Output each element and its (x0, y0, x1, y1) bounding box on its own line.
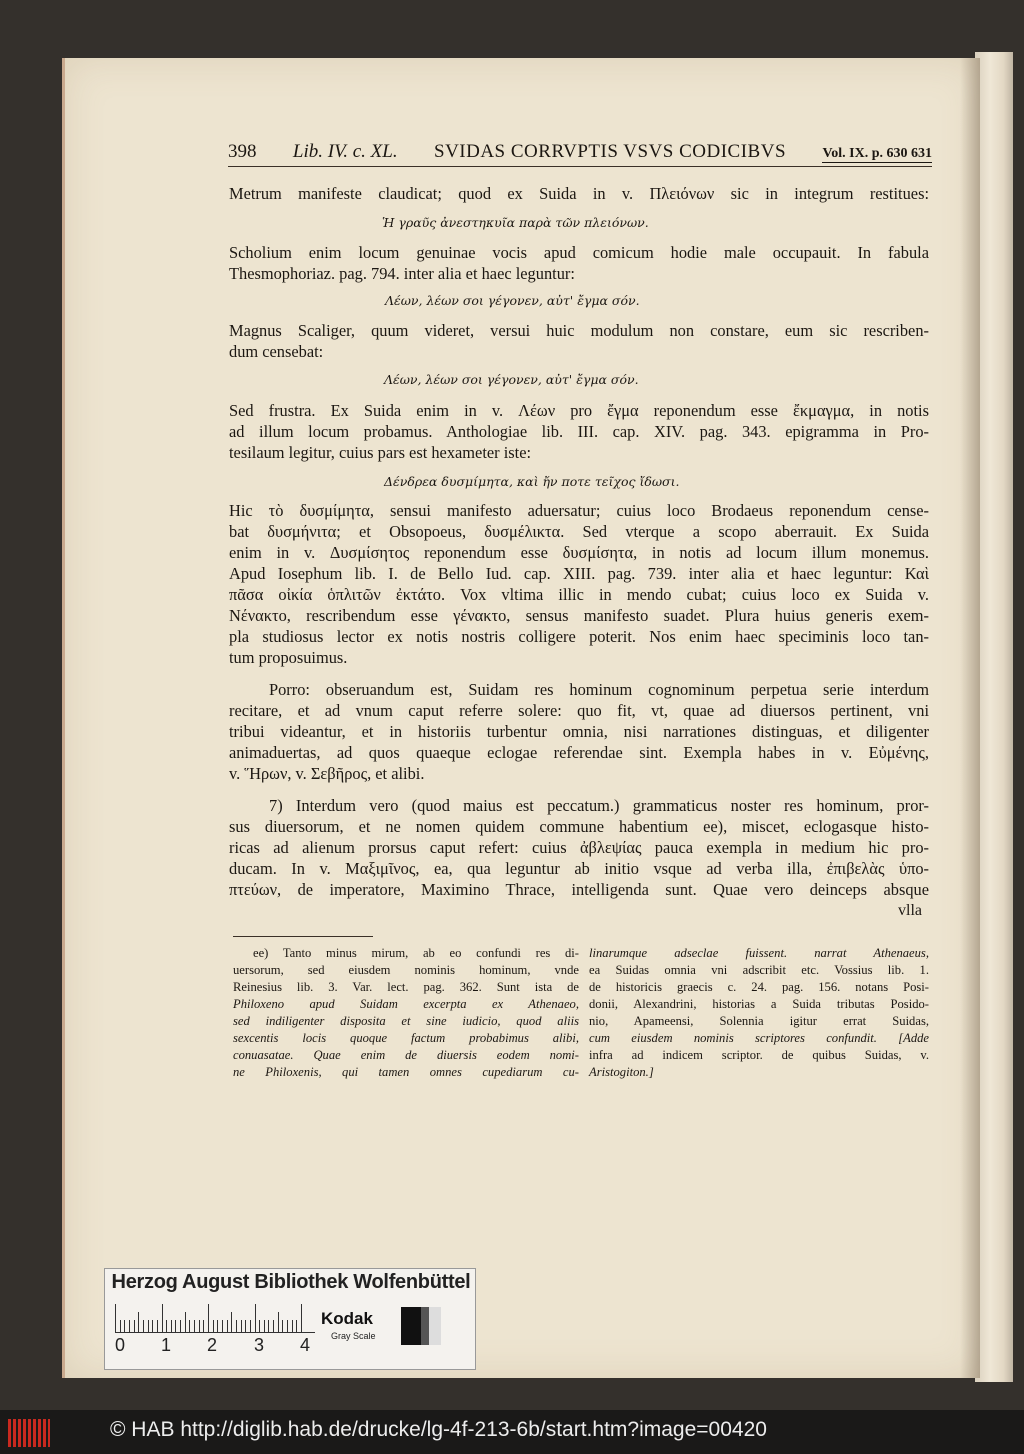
gray-scale-label: Gray Scale (331, 1331, 376, 1341)
ruler-tick (134, 1320, 135, 1332)
copyright-link[interactable]: © HAB http://diglib.hab.de/drucke/lg-4f-213-6b/start.htm?image=00420 (110, 1418, 767, 1441)
ruler-tick (180, 1320, 181, 1332)
body-line: Apud Iosephum lib. I. de Bello Iud. cap. XIII. pag. 739. inter alia et haec leguntur: Καὶ (229, 564, 929, 583)
ruler-tick (273, 1320, 274, 1332)
ruler-tick (282, 1320, 283, 1332)
body-line: ricas ad alienum prorsus caput refert: cuius ἀβλεψίας pauca exempla in medium hic pro- (229, 838, 929, 857)
body-line: dum censebat: (229, 342, 324, 361)
footnote-line: ea Suidas omnia vni adscribit etc. Vossius lib. 1. (589, 963, 929, 977)
footnote-line: linarumque adseclae fuissent. narrat Athenaeus, (589, 946, 929, 960)
scale-ruler (115, 1303, 315, 1333)
scale-number: 4 (300, 1335, 311, 1355)
body-line: πτεύων, de imperatore, Maximino Thrace, intelligenda sunt. Quae vero deinceps absque (229, 880, 929, 899)
ruler-tick (292, 1320, 293, 1332)
footnote-line: donii, Alexandrini, historias a Suida tributas Posido- (589, 997, 929, 1011)
ruler-tick (227, 1320, 228, 1332)
body-line: πᾶσα οἰκία ὁπλιτῶν ἐκτάτο. Vox vltima illic in mendo cubat; cuius loco ex Suida v. (229, 585, 929, 604)
footnote-line: sexcentis locis quoque factum probabimus alibi, (233, 1031, 579, 1045)
footnote-line: Reinesius lib. 3. Var. lect. pag. 362. Sunt ista de (233, 980, 579, 994)
body-line: v. Ἥρων, v. Σεβῆρος, et alibi. (229, 764, 425, 783)
body-line: pla studiosus lector ex notis nostris colligere poterit. Nos enim haec speciminis loco tan- (229, 627, 929, 646)
footnote-line: ne Philoxenis, qui tamen omnes cupediarum cu- (233, 1065, 579, 1079)
ruler-tick (231, 1312, 232, 1332)
ruler-tick (203, 1320, 204, 1332)
body-line: ducam. In v. Μαξιμῖνος, ea, qua leguntur ab initio vsque ad verba illa, ἐπιβελὰς ὑπο- (229, 859, 929, 878)
body-line: enim in v. Δυσμίσητος reponendum esse δυσμίσητα, in notis ad locum illum monemus. (229, 543, 929, 562)
ruler-tick (213, 1320, 214, 1332)
body-line: Sed frustra. Ex Suida enim in v. Λέων pro ἔγμα reponendum esse ἔκμαγμα, in notis (229, 401, 929, 420)
ruler-tick (157, 1320, 158, 1332)
ruler-tick (245, 1320, 246, 1332)
greek-verse: Ἡ γραῦς ἀνεστηκυῖα παρὰ τῶν πλειόνων. (382, 215, 649, 230)
running-header (228, 141, 932, 165)
footnote-line: cum eiusdem nominis scriptores confundit. [Adde (589, 1031, 929, 1045)
ruler-tick (250, 1320, 251, 1332)
body-line: Scholium enim locum genuinae vocis apud comicum hodie male occupauit. In fabula (229, 243, 929, 262)
library-name: Herzog August Bibliothek Wolfenbüttel (111, 1271, 471, 1293)
greek-verse: Δένδρεα δυσμίμητα, καὶ ἤν ποτε τεῖχος ἴδωσι. (384, 474, 680, 489)
catchword: vlla (898, 902, 922, 919)
ruler-tick (255, 1304, 256, 1332)
ruler-tick (185, 1312, 186, 1332)
footnote-line: infra ad indicem scriptor. de quibus Suidas, v. (589, 1048, 929, 1062)
body-line: tribui videantur, et in historiis turbentur omnia, nisi narrationes distinguas, et diligenter (229, 722, 929, 741)
page-edge (975, 52, 1013, 1382)
ruler-tick (287, 1320, 288, 1332)
footnote-line: Philoxeno apud Suidam excerpta ex Athenaeo, (233, 997, 579, 1011)
footnote-line: uersorum, sed eiusdem nominis hominum, vnde (233, 963, 579, 977)
ruler-tick (120, 1320, 121, 1332)
footnote-line: conuasatae. Quae enim de diuersis eodem nomi- (233, 1048, 579, 1062)
greek-verse: Λέων, λέων σοι γέγονεν, αὐτ' ἔγμα σόν. (384, 372, 639, 387)
scale-number: 1 (161, 1335, 172, 1355)
body-line: Porro: obseruandum est, Suidam res hominum cognominum perpetua serie interdum (269, 680, 929, 699)
ruler-tick (222, 1320, 223, 1332)
header-title: SVIDAS CORRVPTIS VSVS CODICIBVS (434, 141, 787, 162)
footnote-line: sed indiligenter disposita et sine iudicio, quod aliis (233, 1014, 579, 1028)
body-line: Magnus Scaliger, quum videret, versui huic modulum non constare, eum sic rescriben- (229, 321, 929, 340)
ruler-tick (264, 1320, 265, 1332)
body-line: animaduertas, ad quos quaeque eclogae referendae sint. Exempla habes in v. Εὐμένης, (229, 743, 929, 762)
ruler-tick (171, 1320, 172, 1332)
ruler-tick (301, 1304, 302, 1332)
body-line: tum proposuimus. (229, 648, 348, 667)
page-number: 398 (228, 141, 257, 162)
ruler-tick (296, 1320, 297, 1332)
footnote-rule (233, 936, 373, 937)
ruler-tick (138, 1312, 139, 1332)
scale-number: 3 (254, 1335, 265, 1355)
header-location: Lib. IV. c. XL. (292, 141, 398, 162)
body-line: tesilaum legitur, cuius pars est hexameter iste: (229, 443, 532, 462)
footnote-line: nio, Apameensi, Solennia igitur errat Suidas, (589, 1014, 929, 1028)
greek-verse: Λέων, λέων σοι γέγονεν, αὐτ' ἔγμα σόν. (385, 293, 640, 308)
hab-logo-icon (8, 1419, 50, 1447)
ruler-tick (241, 1320, 242, 1332)
ruler-tick (268, 1320, 269, 1332)
scale-number: 0 (115, 1335, 126, 1355)
ruler-tick (143, 1320, 144, 1332)
ruler-tick (217, 1320, 218, 1332)
header-rule (228, 166, 932, 167)
body-line: Thesmophoriaz. pag. 794. inter alia et haec leguntur: (229, 264, 575, 283)
kodak-logo: Kodak (321, 1309, 373, 1328)
body-line: Hic τὸ δυσμίμητα, sensui manifesto aduersatur; cuius loco Brodaeus reponendum cense- (229, 501, 929, 520)
ruler-tick (278, 1312, 279, 1332)
scale-numbers (111, 1335, 321, 1359)
ruler-tick (148, 1320, 149, 1332)
calibration-target (104, 1268, 476, 1370)
ruler-tick (259, 1320, 260, 1332)
ruler-tick (129, 1320, 130, 1332)
footnote-line: ee) Tanto minus mirum, ab eo confundi res di- (253, 946, 579, 960)
ruler-tick (194, 1320, 195, 1332)
footnote-line: Aristogiton.] (589, 1065, 654, 1079)
ruler-tick (175, 1320, 176, 1332)
volume-reference: Vol. IX. p. 630 631 (822, 146, 932, 161)
page-shadow (960, 58, 980, 1378)
body-line: Νένακτο, rescribendum esse γένακτο, sensus manifesto suadet. Plura huius generis exem- (229, 606, 929, 625)
ruler-tick (199, 1320, 200, 1332)
ruler-tick (208, 1304, 209, 1332)
ruler-tick (162, 1304, 163, 1332)
scale-number: 2 (207, 1335, 218, 1355)
ruler-tick (236, 1320, 237, 1332)
ruler-tick (115, 1304, 116, 1332)
body-line: bat δυσμήνιτα; et Obsopoeus, δυσμέλικτα. Sed vterque a scopo aberrauit. Ex Suida (229, 522, 929, 541)
ruler-tick (166, 1320, 167, 1332)
gray-patch (401, 1307, 441, 1345)
body-line: ad illum locum probamus. Anthologiae lib. III. cap. XIV. pag. 343. epigramma in Pro- (229, 422, 929, 441)
body-line: Metrum manifeste claudicat; quod ex Suida in v. Πλειόνων sic in integrum restitues: (229, 184, 929, 203)
ruler-tick (152, 1320, 153, 1332)
body-line: recitare, et ad vnum caput referre solere: quo fit, vt, quae ad diuersos pertinent, vni (229, 701, 929, 720)
ruler-tick (189, 1320, 190, 1332)
footnote-line: de historicis graecis c. 24. pag. 156. notans Posi- (589, 980, 929, 994)
body-line: sus diuersorum, et ne nomen quidem commune habentium ee), miscet, eclogasque histo- (229, 817, 929, 836)
body-line: 7) Interdum vero (quod maius est peccatum.) grammaticus noster res hominum, pror- (269, 796, 929, 815)
ruler-tick (124, 1320, 125, 1332)
